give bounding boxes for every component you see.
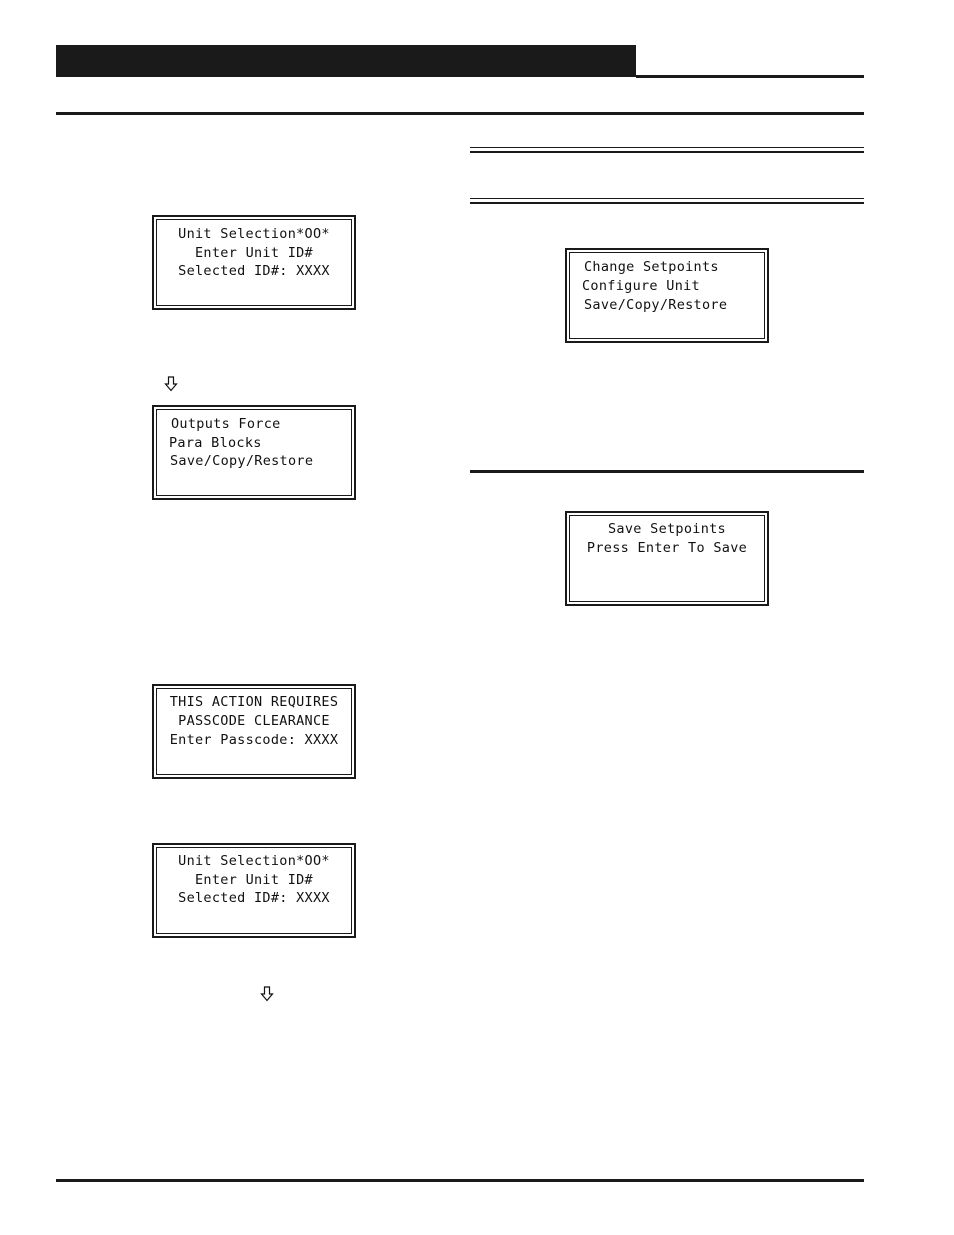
lcd-line: THIS ACTION REQUIRES — [169, 694, 339, 710]
lcd-line: Para Blocks — [169, 435, 262, 451]
lcd-line: Unit Selection*OO* — [178, 226, 330, 242]
section-divider-top — [56, 112, 864, 115]
lcd-line: Enter Unit ID# — [195, 245, 313, 261]
down-arrow-icon — [260, 986, 274, 1002]
lcd-display-outputs-menu — [152, 405, 356, 500]
down-arrow-icon — [164, 376, 178, 392]
right-section-rule — [470, 470, 864, 473]
lcd-line: Unit Selection*OO* — [178, 853, 330, 869]
header-rule — [636, 75, 864, 78]
lcd-line: Configure Unit — [582, 278, 700, 294]
lcd-line: Selected ID#: XXXX — [178, 890, 330, 906]
lcd-display-change-setpoints — [565, 248, 769, 343]
lcd-line: PASSCODE CLEARANCE — [178, 713, 330, 729]
right-rule-2b — [470, 202, 864, 204]
lcd-display-unit-selection — [152, 215, 356, 310]
lcd-display-passcode — [152, 684, 356, 779]
lcd-line: Selected ID#: XXXX — [178, 263, 330, 279]
lcd-line: Outputs Force — [171, 416, 281, 432]
footer-rule — [56, 1179, 864, 1182]
lcd-line: Enter Passcode: XXXX — [169, 732, 339, 748]
header-bar — [56, 45, 636, 77]
right-rule-1b — [470, 151, 864, 153]
lcd-line: Press Enter To Save — [586, 540, 748, 556]
lcd-line: Save Setpoints — [608, 521, 726, 537]
right-rule-2a — [470, 198, 864, 199]
right-rule-1a — [470, 147, 864, 148]
lcd-line: Save/Copy/Restore — [584, 297, 728, 313]
lcd-line: Enter Unit ID# — [195, 872, 313, 888]
lcd-display-save-setpoints — [565, 511, 769, 606]
lcd-display-unit-selection — [152, 843, 356, 938]
lcd-line: Change Setpoints — [584, 259, 719, 275]
lcd-line: Save/Copy/Restore — [170, 453, 314, 469]
